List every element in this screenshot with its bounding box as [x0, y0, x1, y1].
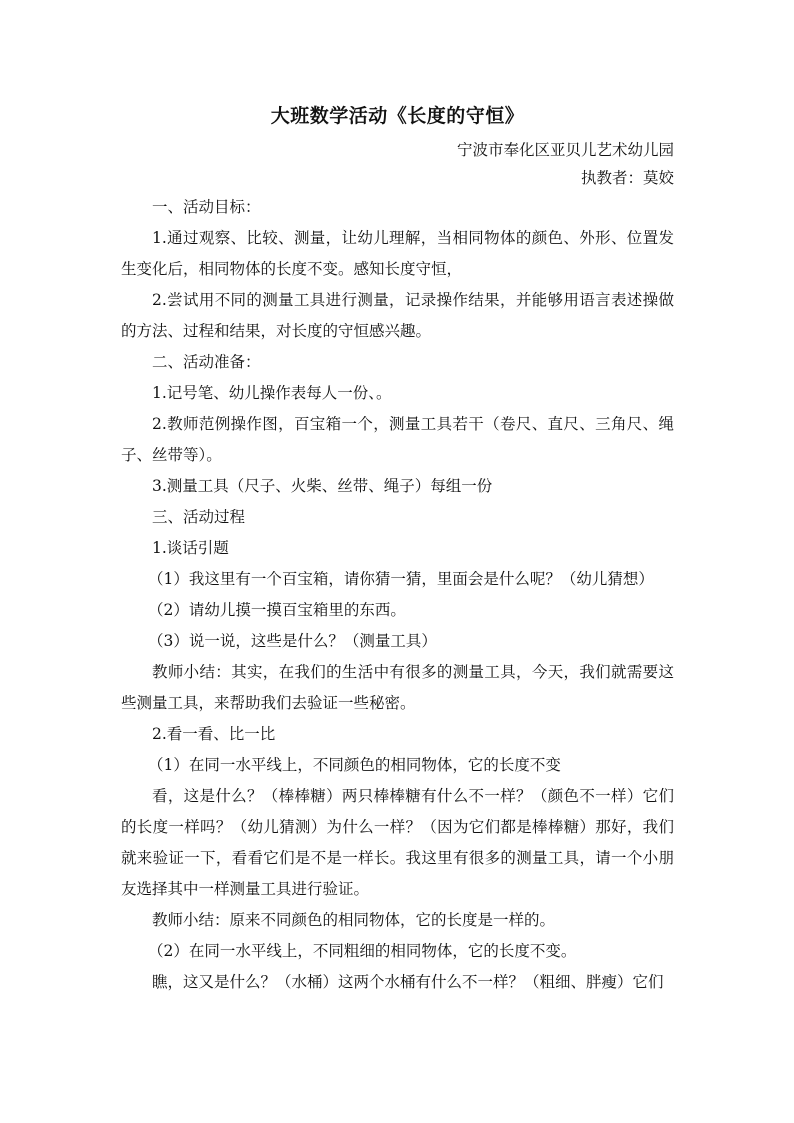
process-step-1: 1.谈话引题 [152, 539, 229, 557]
preparation-item-2: 2.教师范例操作图，百宝箱一个，测量工具若干（卷尺、直尺、三角尺、绳子、丝带等）。 [121, 415, 674, 464]
goal-item-1: 1.通过观察、比较、测量，让幼儿理解，当相同物体的颜色、外形、位置发生变化后，相同物体的长度不变。感知长度守恒， [121, 229, 674, 278]
process-step-2-sub-2: （2）在同一水平线上，不同粗细的相同物体，它的长度不变。 [148, 942, 577, 960]
goal-item-2: 2.尝试用不同的测量工具进行测量，记录操作结果，并能够用语言表述操做的方法、过程和结果，对长度的守恒感兴趣。 [121, 291, 674, 340]
teacher-summary-1: 教师小结：其实，在我们的生活中有很多的测量工具，今天，我们就需要这些测量工具，来帮助我们去验证一些秘密。 [121, 663, 674, 712]
school-name: 宁波市奉化区亚贝儿艺术幼儿园 [456, 141, 674, 159]
bucket-paragraph: 瞧，这又是什么？（水桶）这两个水桶有什么不一样？（粗细、胖瘦）它们 [152, 973, 664, 991]
teacher-summary-2: 教师小结：原来不同颜色的相同物体，它的长度是一样的。 [152, 911, 556, 929]
preparation-item-1: 1.记号笔、幼儿操作表每人一份、。 [152, 384, 392, 402]
process-step-1-sub-2: （2）请幼儿摸一摸百宝箱里的东西。 [148, 601, 406, 619]
process-step-1-sub-3: （3）说一说，这些是什么？（测量工具） [148, 632, 437, 650]
lollipop-paragraph: 看，这是什么？（棒棒糖）两只棒棒糖有什么不一样？（颜色不一样）它们的长度一样吗？（幼儿猜测）为什么一样？（因为它们都是棒棒糖）那好，我们就来验证一下，看看它们是不是一样长。我这里有很多的测量工具，请一个小朋友选择其中一样测量工具进行验证。 [121, 787, 674, 898]
teacher-name: 执教者：莫姣 [580, 169, 674, 187]
document-page [121, 96, 674, 998]
process-step-2-sub-1: （1）在同一水平线上，不同颜色的相同物体，它的长度不变 [148, 756, 561, 774]
preparation-item-3: 3.测量工具（尺子、火柴、丝带、绳子）每组一份 [152, 477, 493, 495]
section-heading-process: 三、活动过程 [152, 508, 246, 526]
document-title: 大班数学活动《长度的守恒》 [270, 105, 525, 127]
section-heading-goals: 一、活动目标： [152, 198, 261, 216]
process-step-2: 2.看一看、比一比 [152, 725, 276, 743]
process-step-1-sub-1: （1）我这里有一个百宝箱，请你猜一猜，里面会是什么呢？（幼儿猜想） [148, 570, 654, 588]
section-heading-preparation: 二、活动准备： [152, 353, 261, 371]
